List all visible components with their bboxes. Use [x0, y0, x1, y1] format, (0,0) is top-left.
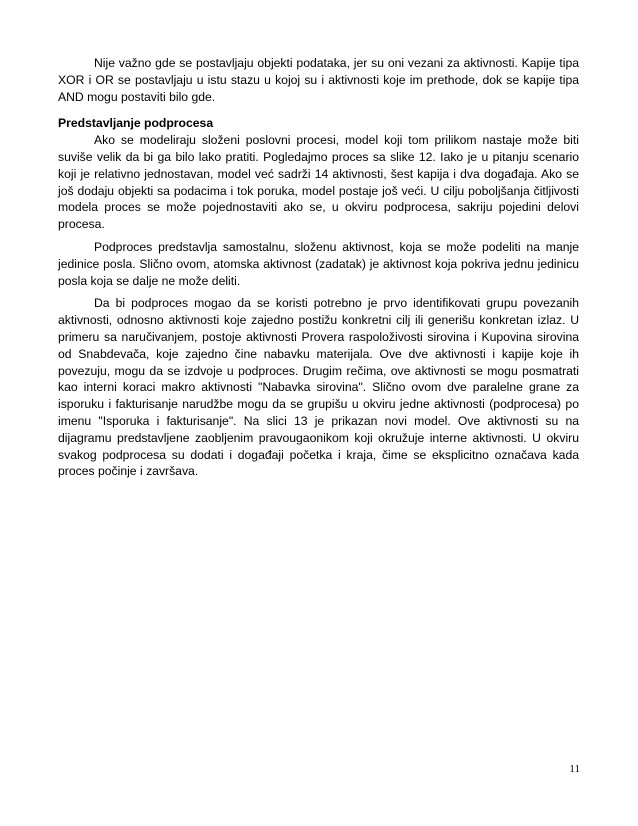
section-paragraph-2: Podproces predstavlja samostalnu, složenu aktivnost, koja se može podeliti na manje jedinice posla. Slično ovom, atomska aktivnost (zadatak) je aktivnost koja pokriva jednu jedinicu posla koja se dalje ne može deliti. [58, 239, 579, 288]
page-number: 11 [569, 763, 580, 775]
intro-paragraph: Nije važno gde se postavljaju objekti podataka, jer su oni vezani za aktivnosti. Kapije tipa XOR i OR se postavljaju u istu stazu u kojoj su i aktivnosti koje im prethode, dok se kapije tipa AND mogu postaviti bilo gde. [58, 56, 579, 104]
page-content [58, 55, 579, 480]
section-paragraph-1: Ako se modeliraju složeni poslovni procesi, model koji tom prilikom nastaje može biti suviše velik da bi ga bilo lako pratiti. Pogledajmo proces sa slike 12. Iako je u pitanju scenario koji je relativno jednostavan, model već sadrži 14 aktivnosti, šest kapija i dva događaja. Ako se još dodaju objekti sa podacima i tok poruka, model postaje još veći. U cilju poboljšanja čitljivosti modela proces se može pojednostaviti ako se, u okviru podprocesa, sakriju pojedini delovi procesa. [58, 133, 579, 232]
section-paragraph-3: Da bi podproces mogao da se koristi potrebno je prvo identifikovati grupu povezanih aktivnosti, odnosno aktivnosti koje zajedno postižu konkretni cilj ili generišu konkretan izlaz. U primeru sa naručivanjem, postoje aktivnosti Provera raspoloživosti sirovina i Kupovina sirovina od Snabdevača, koje zajedno čine nabavku materijala. Ove dve aktivnosti i kapije koje ih povezuju, mogu da se izdvoje u podproces. Drugim rečima, ove aktivnosti se mogu posmatrati kao interni koraci makro aktivnosti "Nabavka sirovina". Slično ovom dve paralelne grane za isporuku i fakturisanje narudžbe mogu da se grupišu u okviru jedne aktivnosti (podprocesa) po imenu "Isporuka i fakturisanje". Na slici 13 je prikazan novi model. Ove aktivnosti su na dijagramu predstavljene zaobljenim pravougaonikom koji okružuje interne aktivnosti. U okviru svakog podprocesa su dodati i događaji početka i kraja, čime se eksplicitno označava kada proces počinje i završava. [58, 296, 579, 479]
section-heading: Predstavljanje podprocesa [58, 116, 214, 131]
